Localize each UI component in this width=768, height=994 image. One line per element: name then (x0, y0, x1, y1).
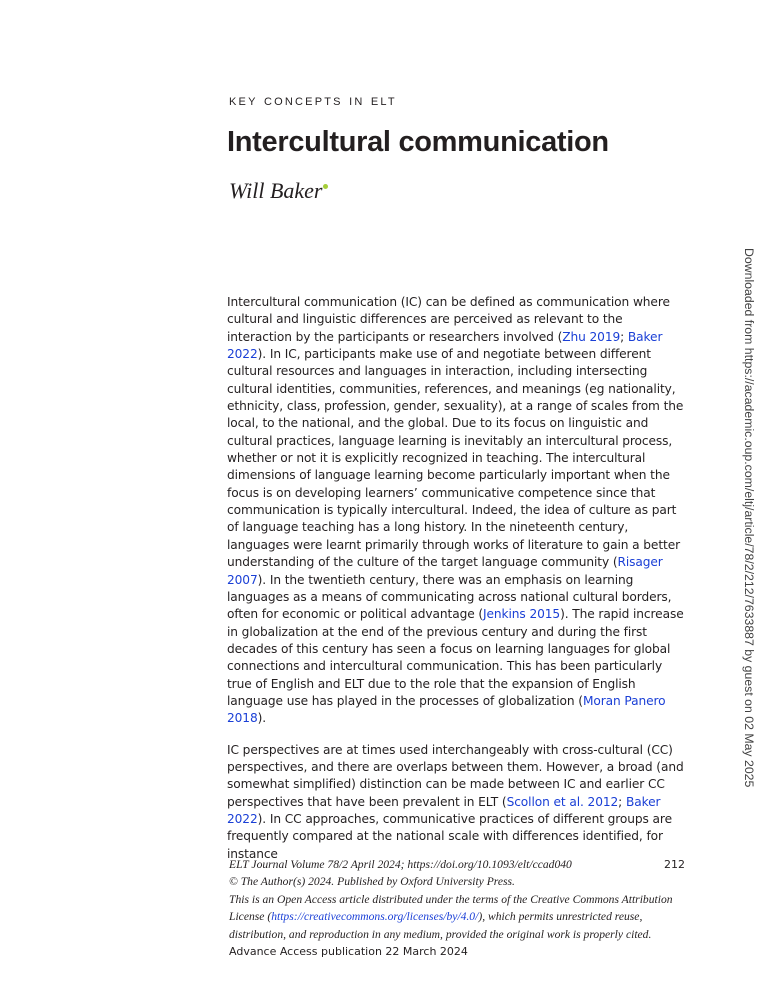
paragraph-text: Intercultural communication (IC) can be defined as communication where cultural and linguistic differences are perceived as relevant to the interaction by the participants or researchers involved ( (227, 295, 670, 344)
citation-link[interactable]: Risager 2007 (227, 555, 663, 587)
citation-link[interactable]: Baker 2022 (227, 329, 663, 362)
paragraph-text: ). In IC, participants make use of and negotiate between different cultural resources and languages in interaction, including intersecting cultural identities, communities, references, and meanings (eg nationality, ethnicity, class, profession, gender, sexuality), at a range of scales from the local, to the national, and the global. Due to its focus on linguistic and cultural practices, language learning is inevitably an intercultural process, whether or not it is explicitly recognized in teaching. The intercultural dimensions of language learning become particularly important when the focus is on developing learners’ communicative competence since that communication is typically intercultural. Indeed, the idea of culture as part of language teaching has a long history. In the nineteenth century, languages were learnt primarily through works of literature to gain a better understanding of the culture of the target language community ( (227, 347, 684, 570)
citation-link[interactable]: Moran Panero 2018 (227, 693, 666, 726)
paragraph-text: ). (257, 711, 267, 726)
footer (229, 856, 689, 960)
article-body (227, 294, 689, 877)
paragraph-text: IC perspectives are at times used interchangeably with cross-cultural (CC) perspectives, and there are overlaps between them. However, a broad (and somewhat simplified) distinction can be made between IC and earlier CC perspectives that have been prevalent in ELT ( (227, 742, 684, 809)
section-label: key concepts in elt (229, 92, 397, 109)
paragraph-text: ). In the twentieth century, there was an emphasis on learning languages as a means of communicating across national cultural borders, often for economic or political advantage ( (227, 572, 672, 622)
orcid-icon[interactable] (323, 184, 328, 189)
copyright-line: © The Author(s) 2024. Published by Oxford University Press. (229, 875, 515, 889)
download-note: Downloaded from https://academic.oup.com/eltj/article/78/2/212/7633887 by guest on 02 May 2025 (742, 248, 756, 788)
license-statement (229, 891, 689, 943)
page-number: 212 (664, 858, 685, 871)
advance-access-line: Advance Access publication 22 March 2024 (229, 945, 468, 959)
author-line (229, 178, 328, 204)
body-paragraph-2 (227, 742, 689, 863)
citation-link[interactable]: Zhu 2019 (562, 329, 621, 344)
paragraph-text: ; (620, 329, 628, 344)
license-text-post: ), which permits unrestricted reuse, distribution, and reproduction in any medium, provided the original work is properly cited. (229, 910, 652, 941)
license-text-pre: This is an Open Access article distributed under the terms of the Creative Commons Attribution License ( (229, 892, 673, 924)
paragraph-text: ). In CC approaches, communicative practices of different groups are frequently compared at the national scale with differences identified, for instance (227, 811, 672, 861)
paragraph-text: ). The rapid increase in globalization at the end of the previous century and during the first decades of this century has seen a focus on learning languages for global connections and intercultural communication. This has been particularly true of English and ELT due to the role that the expansion of English language use has played in the processes of globalization ( (227, 607, 684, 708)
citation-link[interactable]: Baker 2022 (227, 794, 661, 826)
author-name: Will Baker (229, 178, 323, 203)
citation-link[interactable]: Scollon et al. 2012 (506, 794, 619, 809)
body-paragraph-1 (227, 294, 689, 728)
paragraph-text: ; (618, 794, 626, 809)
license-link[interactable]: https://creativecommons.org/licenses/by/4.0/ (271, 910, 479, 924)
citation-link[interactable]: Jenkins 2015 (483, 607, 561, 622)
article-title: Intercultural communication (227, 126, 609, 158)
journal-citation: ELT Journal Volume 78/2 April 2024; https://doi.org/10.1093/elt/ccad040 (229, 858, 572, 871)
